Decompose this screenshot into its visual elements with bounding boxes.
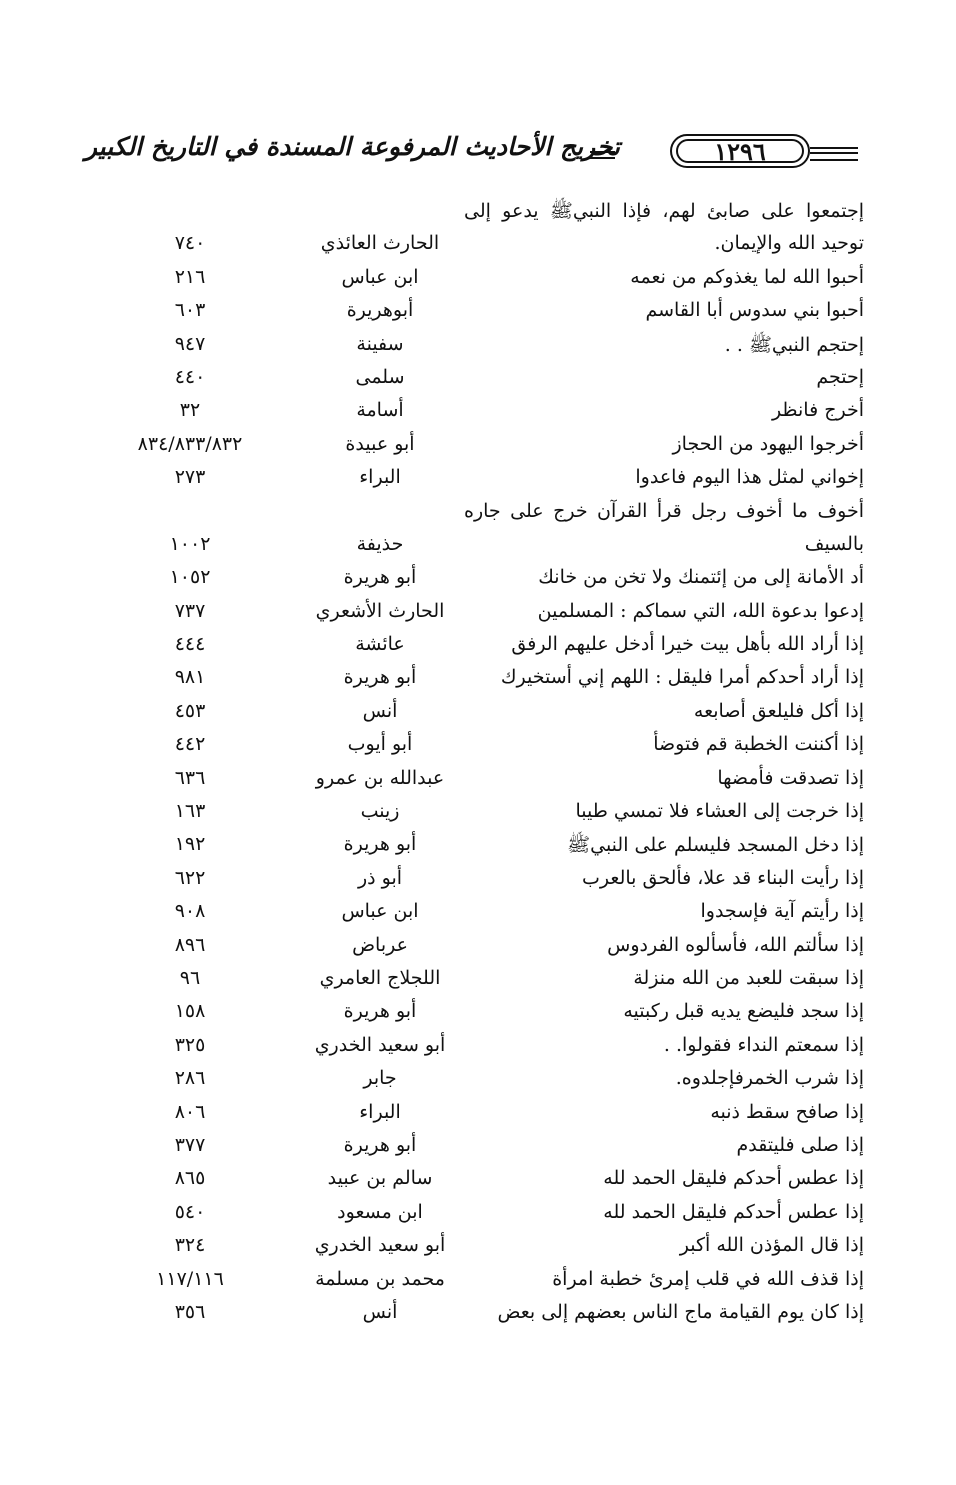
hadith-text: إذا كان يوم القيامة ماج الناس بعضهم إلى بعض xyxy=(497,1300,864,1323)
reference-numbers: ٢٨٦ xyxy=(174,1067,206,1090)
table-row xyxy=(0,529,956,562)
table-row xyxy=(0,1163,956,1196)
reference-numbers: ٥٤٠ xyxy=(174,1200,206,1223)
reference-numbers: ٤٤٠ xyxy=(174,365,206,388)
reference-numbers: ٤٤٢ xyxy=(174,733,206,756)
table-row xyxy=(0,1264,956,1297)
narrator-name: حذيفة xyxy=(356,532,404,555)
hadith-text: إذا سمعتم النداء فقولوا. . xyxy=(663,1033,864,1056)
reference-numbers: ٣٢ xyxy=(179,399,201,422)
table-row xyxy=(0,362,956,395)
hadith-text: إذا رأيت البناء قد علا، فألحق بالعرب xyxy=(582,866,864,889)
hadith-text: إذا سألتم الله، فأسألوه الفردوس xyxy=(607,933,864,956)
reference-numbers: ٨٣٤/٨٣٣/٨٣٢ xyxy=(137,432,243,455)
hadith-text: إذا عطس أحدكم فليقل الحمد لله xyxy=(603,1167,864,1190)
table-row xyxy=(0,996,956,1029)
table-row xyxy=(0,228,956,261)
reference-numbers: ٩٤٧ xyxy=(174,332,206,355)
narrator-name: سلمى xyxy=(355,365,405,388)
page-number: ١٢٩٦ xyxy=(676,139,804,163)
narrator-name: زينب xyxy=(360,800,400,823)
narrator-name: عرباض xyxy=(352,933,408,956)
narrator-name: أبو هريرة xyxy=(343,566,417,589)
narrator-name: أبو هريرة xyxy=(343,1133,417,1156)
hadith-text: أد الأمانة إلى من إئتمنك ولا تخن من خانك xyxy=(538,566,864,589)
table-row xyxy=(0,562,956,595)
page-number-badge xyxy=(670,134,810,168)
table-row xyxy=(0,395,956,428)
book-title: تخريج الأحاديث المرفوعة المسندة في التاريخ الكبير xyxy=(84,132,620,161)
reference-numbers: ١٥٨ xyxy=(174,1000,206,1023)
narrator-name: سفينة xyxy=(356,332,404,355)
hadith-text: أخرج فانظر xyxy=(771,399,864,422)
hadith-text: إحتجم النبيﷺ . . xyxy=(724,333,864,356)
hadith-text: بالسيف xyxy=(804,532,864,555)
table-row xyxy=(0,662,956,695)
narrator-name: أبو سعيد الخدري xyxy=(314,1033,446,1056)
hadith-text: إذا قذف الله في قلب إمرئ خطبة امرأة xyxy=(552,1267,864,1290)
reference-numbers: ١١٧/١١٦ xyxy=(156,1267,224,1290)
table-row xyxy=(0,1130,956,1163)
hadith-text: إحتجم xyxy=(816,365,864,388)
hadith-text: إذا أراد أحدكم أمرا فليقل : اللهم إني أستخيرك xyxy=(500,666,864,689)
table-row xyxy=(0,1230,956,1263)
narrator-name: أنس xyxy=(362,699,398,722)
hadith-text: إذا شرب الخمرفإجلدوه. xyxy=(675,1067,864,1090)
narrator-name: عائشة xyxy=(355,633,405,656)
reference-numbers: ١٠٥٢ xyxy=(169,566,211,589)
table-row xyxy=(0,963,956,996)
narrator-name: أبوهريرة xyxy=(346,299,414,322)
narrator-name: الحارث العائذي xyxy=(320,232,440,255)
reference-numbers: ١٠٠٢ xyxy=(169,532,211,555)
hadith-text: إذا قال المؤذن الله أكبر xyxy=(679,1234,864,1257)
table-row xyxy=(0,329,956,362)
hadith-text: إذا رأيتم آية فإسجدوا xyxy=(700,900,864,923)
table-row xyxy=(0,1297,956,1330)
hadith-text: أخرجوا اليهود من الحجاز xyxy=(672,432,864,455)
hadith-text: إذا سبقت للعبد من الله منزلة xyxy=(633,966,864,989)
table-row xyxy=(0,429,956,462)
header-rule-left xyxy=(590,151,615,159)
narrator-name: البراء xyxy=(359,466,401,489)
table-row xyxy=(0,1197,956,1230)
narrator-name: أبو هريرة xyxy=(343,833,417,856)
hadith-text: إذا صلى فليتقدم xyxy=(736,1133,864,1156)
reference-numbers: ٨٩٦ xyxy=(174,933,206,956)
hadith-text: إدعوا بدعوة الله، التي سماكم : المسلمين xyxy=(537,599,864,622)
table-row xyxy=(0,629,956,662)
hadith-text: إخواني لمثل هذا اليوم فاعدوا xyxy=(635,466,864,489)
reference-numbers: ٨٠٦ xyxy=(174,1100,206,1123)
narrator-name: ابن عباس xyxy=(341,900,419,923)
table-row xyxy=(0,295,956,328)
table-row xyxy=(0,930,956,963)
hadith-text: إذا أكننت الخطبة قم فتوضأ xyxy=(653,733,864,756)
reference-numbers: ٦٢٢ xyxy=(174,866,206,889)
hadith-text: إجتمعوا على صابئ لهم، فإذا النبيﷺ يدعو إلى xyxy=(464,200,864,222)
table-row xyxy=(0,863,956,896)
reference-numbers: ٧٣٧ xyxy=(174,599,206,622)
reference-numbers: ٤٤٤ xyxy=(174,633,206,656)
narrator-name: عبدالله بن عمرو xyxy=(315,766,445,789)
table-row xyxy=(0,796,956,829)
reference-numbers: ٢٧٣ xyxy=(174,466,206,489)
hadith-text: إذا صافح سقط ذنبه xyxy=(710,1100,864,1123)
hadith-text: أحبوا الله لما يغذوكم من نعمه xyxy=(630,265,864,288)
reference-numbers: ٦٣٦ xyxy=(174,766,206,789)
reference-numbers: ٩٠٨ xyxy=(174,900,206,923)
reference-numbers: ٣٥٦ xyxy=(174,1300,206,1323)
narrator-name: جابر xyxy=(363,1067,397,1090)
narrator-name: أبو ذر xyxy=(357,866,403,889)
table-row xyxy=(0,596,956,629)
narrator-name: اللجلاج العامري xyxy=(319,966,441,989)
reference-numbers: ٨٦٥ xyxy=(174,1167,206,1190)
reference-numbers: ٩٨١ xyxy=(174,666,206,689)
table-row xyxy=(0,462,956,495)
running-header xyxy=(84,128,870,176)
table-row xyxy=(0,1030,956,1063)
hadith-text: إذا سجد فليضع يديه قبل ركبتيه xyxy=(623,1000,864,1023)
narrator-name: أبو سعيد الخدري xyxy=(314,1234,446,1257)
narrator-name: سالم بن عبيد xyxy=(327,1167,433,1190)
reference-numbers: ٦٠٣ xyxy=(174,299,206,322)
hadith-text: إذا خرجت إلى العشاء فلا تمسي طيبا xyxy=(575,800,864,823)
reference-numbers: ٣٧٧ xyxy=(174,1133,206,1156)
reference-numbers: ٤٥٣ xyxy=(174,699,206,722)
table-row xyxy=(0,496,956,529)
reference-numbers: ٩٦ xyxy=(179,966,201,989)
hadith-text: أحبوا بني سدوس أبا القاسم xyxy=(645,299,864,322)
header-rule-right xyxy=(810,147,858,161)
narrator-name: أسامة xyxy=(356,399,404,422)
table-row xyxy=(0,729,956,762)
hadith-text: أخوف ما أخوف رجل قرأ القرآن خرج على جاره xyxy=(464,499,864,522)
reference-numbers: ٢١٦ xyxy=(174,265,206,288)
narrator-name: أبو هريرة xyxy=(343,1000,417,1023)
table-row xyxy=(0,763,956,796)
reference-numbers: ٣٢٤ xyxy=(174,1234,206,1257)
hadith-text: إذا عطس أحدكم فليقل الحمد لله xyxy=(603,1200,864,1223)
table-row xyxy=(0,262,956,295)
table-row xyxy=(0,195,956,228)
narrator-name: محمد بن مسلمة xyxy=(315,1267,445,1290)
table-row xyxy=(0,829,956,862)
narrator-name: ابن عباس xyxy=(341,265,419,288)
reference-numbers: ١٦٣ xyxy=(174,800,206,823)
hadith-text: إذا أكل فليلعق أصابعه xyxy=(693,699,864,722)
hadith-index-table xyxy=(0,195,956,1330)
hadith-text: توحيد الله والإيمان. xyxy=(714,232,864,255)
hadith-text: إذا دخل المسجد فليسلم على النبيﷺ xyxy=(567,834,864,857)
narrator-name: أبو عبيدة xyxy=(345,432,415,455)
reference-numbers: ٣٢٥ xyxy=(174,1033,206,1056)
table-row xyxy=(0,1097,956,1130)
hadith-text: إذا أراد الله بأهل بيت خيرا أدخل عليهم الرفق xyxy=(511,633,864,656)
hadith-text: إذا تصدقت فأمضها xyxy=(717,766,864,789)
narrator-name: أنس xyxy=(362,1300,398,1323)
table-row xyxy=(0,696,956,729)
narrator-name: أبو أيوب xyxy=(347,733,413,756)
table-row xyxy=(0,1063,956,1096)
narrator-name: ابن مسعود xyxy=(337,1200,423,1223)
reference-numbers: ١٩٢ xyxy=(174,833,206,856)
narrator-name: الحارث الأشعري xyxy=(315,599,445,622)
table-row xyxy=(0,896,956,929)
narrator-name: البراء xyxy=(359,1100,401,1123)
narrator-name: أبو هريرة xyxy=(343,666,417,689)
reference-numbers: ٧٤٠ xyxy=(174,232,206,255)
